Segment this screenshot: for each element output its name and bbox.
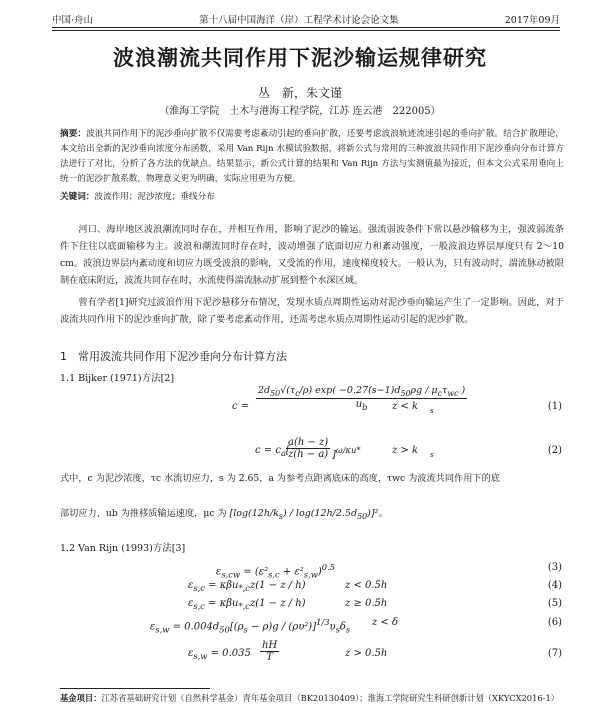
eq7-number: (7) bbox=[547, 648, 562, 659]
paper-authors: 丛 新，朱文谨 bbox=[257, 86, 342, 100]
keywords bbox=[60, 190, 564, 202]
intro-paragraph-2: 曾有学者[1]研究过波浪作用下泥沙悬移分布情况，发现水质点周期性运动对泥沙垂向输运产生了一定影响。因此，对于波流共同作用下的泥沙垂向扩散，除了要考虑紊动作用，还需考虑水质点周期性运动引起的泥沙扩散。 bbox=[60, 297, 564, 325]
abstract bbox=[60, 127, 564, 187]
eq-explanation-line1: 式中，c 为泥沙浓度，τc 水流切应力，s 为 2.65，a 为参考点距离底床的高度，τwc 为波流共同作用下的底 bbox=[60, 473, 500, 484]
eq4-condition: z < 0.5h bbox=[345, 580, 388, 591]
eq2-number: (2) bbox=[547, 445, 562, 456]
footnote bbox=[60, 692, 564, 705]
section-1-heading: 1 常用波流共同作用下泥沙垂向分布计算方法 bbox=[60, 350, 287, 363]
keywords-text: 波流作用；泥沙浓度；垂线分布 bbox=[94, 192, 215, 202]
eq4-number: (4) bbox=[547, 580, 562, 591]
abstract-label: 摘要： bbox=[60, 129, 87, 139]
eq1-condition: z < k bbox=[392, 401, 419, 412]
subsection-1-2-heading: 1.2 Van Rijn (1993)方法[3] bbox=[60, 543, 186, 554]
paper-title: 波浪潮流共同作用下泥沙输运规律研究 bbox=[113, 46, 487, 70]
header-date: 2017年09月 bbox=[504, 15, 560, 26]
footnote-rule bbox=[60, 688, 210, 689]
equation-1: c = $2d_{50}√(\tau_c/\rho)$ $\exp( -0.27(s-1)d_{50}\rho g / \mu_c\tau_{wc}$ ) $u_b$ z < k s (1) bbox=[232, 385, 562, 415]
header-rule-thin bbox=[52, 30, 560, 31]
eq6-number: (6) bbox=[547, 617, 562, 628]
equation-2: $c = c_a$[ $\frac{a(h - z)}{z(h - a)}$ ]$^{\omega/\kappa u*}$ z > k s (2) bbox=[255, 437, 562, 461]
intro-paragraph-1: 河口、海岸地区波浪潮流同时存在，并相互作用，影响了泥沙的输运。强流弱波条件下常以悬沙输移为主，强波弱流条件下往往以底面输移为主。波浪和潮流同时存在时，波动增强了底面切应力和紊动强度，一般波浪边界层厚度只有 2～10 cm。波浪边界层内紊动度和切应力既受波浪的影响，又受流的作用，速度梯度较大。一般认为，只有波动时，湍流脉动被限制在底床附近，波流共同存在时，水流使得湍流脉动扩展到整个水深区域。 bbox=[60, 224, 564, 286]
footnote-text: 江苏省基础研究计划（自然科学基金）青年基金项目（BK20130409）；淮海工学院研究生科研创新计划（XKYCX2016-1） bbox=[101, 693, 560, 703]
equation-6: $\varepsilon_{s,w} = 0.004d_{50}[(\rho_s - \rho)g / (\rho\upsilon^2)]^{1/3}\upsilon_s\delta_s$ z < δ (6) bbox=[150, 617, 562, 635]
footnote-label: 基金项目： bbox=[60, 693, 102, 703]
header-rule bbox=[52, 27, 560, 28]
running-header bbox=[52, 10, 560, 28]
eq5-condition: z ≥ 0.5h bbox=[345, 598, 388, 609]
abstract-text: 波浪共同作用下的泥沙垂向扩散不仅需要考虑紊动引起的垂向扩散，还要考虑波浪轨迹流速引起的垂向扩散。结合扩散理论，本文给出全新的泥沙垂向浓度分布函数，采用 Van Rijn 水模试验数据，将新公式与常用的三种波浪共同作用下泥沙垂向分布计算方法进行了对比，分析了各方法的优缺点。结果显示，新公式计算的结果和 Van Rijn 方法与实测值最为接近，但本文公式采用垂向上统一的泥沙扩散系数，物理意义更为明确，实际应用更为方便。 bbox=[60, 129, 564, 184]
eq1-number: (1) bbox=[547, 401, 562, 412]
equation-4: $\varepsilon_{s,c} = \kappa\beta u_{*,c}z(1 - z / h)$ z < 0.5h (4) bbox=[188, 580, 562, 593]
equation-7: $\varepsilon_{s,w} = 0.035$ $\frac{hH}{T}$ z > 0.5h (7) bbox=[188, 640, 562, 663]
keywords-label: 关键词： bbox=[60, 192, 95, 202]
eq3-number: (3) bbox=[547, 562, 562, 573]
eq-explanation-line2: 部切应力，ub 为推移质输运速度，μc 为 $[\log(12h/k_s) / \log(12h/2.5d_{50})]^2$。 bbox=[60, 508, 388, 521]
equation-5: $\varepsilon_{s,c} = \kappa\beta u_{*,c}z(1 - z / h)$ z ≥ 0.5h (5) bbox=[188, 598, 562, 611]
header-proceedings: 第十八届中国海洋（岸）工程学术讨论会论文集 bbox=[199, 15, 399, 26]
header-location: 中国·舟山 bbox=[52, 15, 94, 26]
eq5-number: (5) bbox=[547, 598, 562, 609]
eq2-condition: z > k bbox=[392, 445, 419, 456]
eq-explanation-line2-text: 部切应力，ub 为推移质输运速度，μc 为 bbox=[60, 508, 227, 519]
subsection-1-1-heading: 1.1 Bijker (1971)方法[2] bbox=[60, 373, 175, 384]
eq6-condition: z < δ bbox=[372, 617, 399, 628]
paper-affiliation: （淮海工学院 土木与港海工程学院，江苏 连云港 222005） bbox=[159, 106, 441, 117]
eq7-condition: z > 0.5h bbox=[345, 648, 388, 659]
equation-3: $\varepsilon_{s,cw} = (\varepsilon^2_{s,c} + \varepsilon^2_{s,w})^{0.5}$ (3) bbox=[216, 562, 562, 580]
